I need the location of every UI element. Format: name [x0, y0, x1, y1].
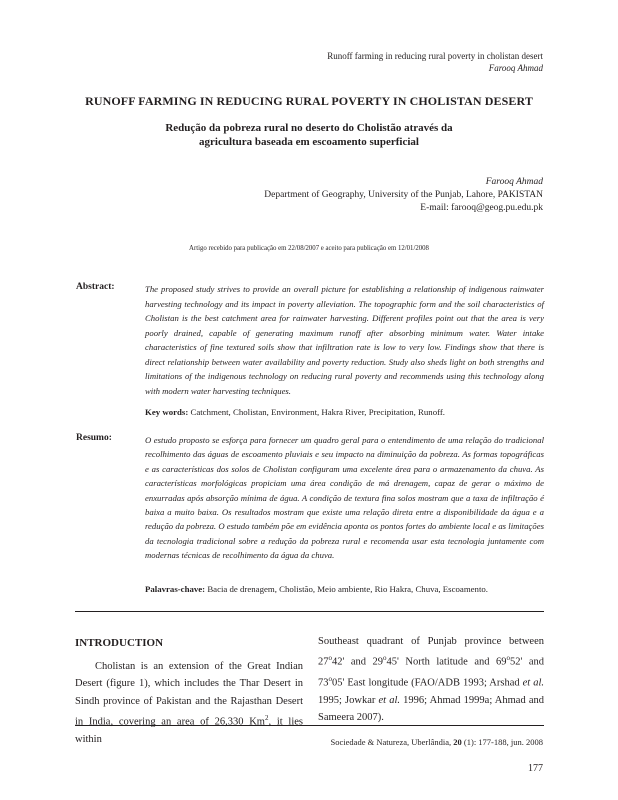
keywords-list: Catchment, Cholistan, Environment, Hakra River, Precipitation, Runoff. [190, 407, 445, 417]
degree-sup: o [328, 654, 332, 663]
intro-right-text: Southeast quadrant of Punjab province between 27 [318, 636, 544, 668]
footer-issue: (1): 177-188, jun. 2008 [461, 737, 543, 747]
section-divider [75, 611, 544, 612]
footer-volume: 20 [453, 737, 462, 747]
intro-right-text: 45' North latitude and 69 [386, 656, 507, 668]
keywords [145, 406, 544, 418]
et-al-italic: et al. [378, 694, 401, 706]
footer-divider [75, 725, 544, 726]
article-title-portuguese: Redução da pobreza rural no deserto do Cholistão através da agricultura baseada em escoamento superficial [165, 122, 453, 148]
intro-right-text: 1995; Jowkar [318, 694, 379, 706]
palavras-chave-label: Palavras-chave: [145, 584, 206, 594]
intro-paragraph-text: Cholistan is an extension of the Great Indian Desert (figure 1), which includes the Thar Desert in Sindh province of Pakistan and the Rajasthan Desert in India, covering an area of 26,330 Km [75, 661, 303, 728]
running-head-title: Runoff farming in reducing rural poverty in cholistan desert [327, 51, 543, 61]
palavras-chave-list: Bacia de drenagem, Cholistão, Meio ambiente, Rio Hakra, Chuva, Escoamento. [207, 584, 489, 594]
intro-right-text: 52' and 73 [318, 656, 544, 689]
resumo-label: Resumo: [76, 433, 112, 443]
intro-paragraph-text-end: , it lies within [75, 716, 303, 745]
intro-right-text: 1996; Ahmad 1999a; Ahmad and Sameera 2007). [318, 694, 545, 724]
introduction-left-column [75, 658, 303, 748]
intro-right-text: 42' and 29 [332, 656, 384, 668]
article-title-english: RUNOFF FARMING IN REDUCING RURAL POVERTY IN CHOLISTAN DESERT [85, 94, 533, 108]
footer-journal: Sociedade & Natureza, Uberlândia, [330, 737, 454, 747]
running-head [327, 50, 543, 74]
abstract-label: Abstract: [76, 282, 115, 292]
author-block [264, 176, 543, 215]
page-number: 177 [528, 763, 543, 774]
et-al-italic: et al. [522, 677, 544, 689]
keywords-label: Key words: [145, 407, 189, 417]
degree-sup: o [506, 654, 510, 663]
journal-footer [331, 737, 543, 747]
author-name: Farooq Ahmad [485, 177, 543, 187]
received-note: Artigo recebido para publicação em 22/08/2007 e aceito para publicação em 12/01/2008 [189, 245, 429, 252]
author-affiliation: Department of Geography, University of the Punjab, Lahore, PAKISTAN [264, 190, 543, 200]
intro-right-text: 05' East longitude (FAO/ADB 1993; Arshad [332, 677, 523, 689]
introduction-heading: INTRODUCTION [75, 637, 164, 649]
degree-sup: o [328, 675, 332, 684]
introduction-right-column [318, 633, 544, 726]
running-head-author: Farooq Ahmad [488, 63, 543, 73]
degree-sup: o [383, 654, 387, 663]
palavras-chave [145, 583, 544, 595]
superscript: 2 [264, 713, 269, 722]
abstract-text: The proposed study strives to provide an overall picture for establishing a relationship of indigenous rainwater harvesting technology and its impact in poverty alleviation. The topographic form and the soil characteristics of Cholistan is the best catchment area for rainwater harvesting. Different profiles point out that the area is very poorly drained, capable of generating maximum runoff after absorbing minimum water. Water intake characteristics of fine textured soils show that infiltration rate is low to very low. Findings show that there is direct relationship between water availability and poverty reduction. Study also sheds light on both strengths and limitations of the indigenous technology on reducing rural poverty and recommends using this technology along with modern water harvesting techniques. [145, 284, 544, 396]
author-email: E-mail: farooq@geog.pu.edu.pk [420, 203, 543, 213]
resumo-text: O estudo proposto se esforça para fornecer um quadro geral para o entendimento de uma relação do tradicional recolhimento das águas de escoamento pluviais e seu impacto na diminuição da pobreza. As formas topográficas e as características dos solos de Cholistan configuram uma excelente área para o armazenamento da chuva. As características morfológicas propiciam uma área condição de má drenagem, capaz de gerar o máximo de enxurradas após absorção mínima de água. A condição de textura fina solos mostram que a taxa de infiltração é baixa a muito baixa. Os resultados mostram que existe uma relação direta entre a disponibilidade da água e a redução da pobreza. O estudo também põe em evidência aponta os pontos fortes do ambiente local e as limitações da tecnologia tradicional sobre a redução da pobreza rural e recomenda usar esta tecnologia juntamente com modernas técnicas de recolhimento da água da chuva. [145, 435, 544, 561]
